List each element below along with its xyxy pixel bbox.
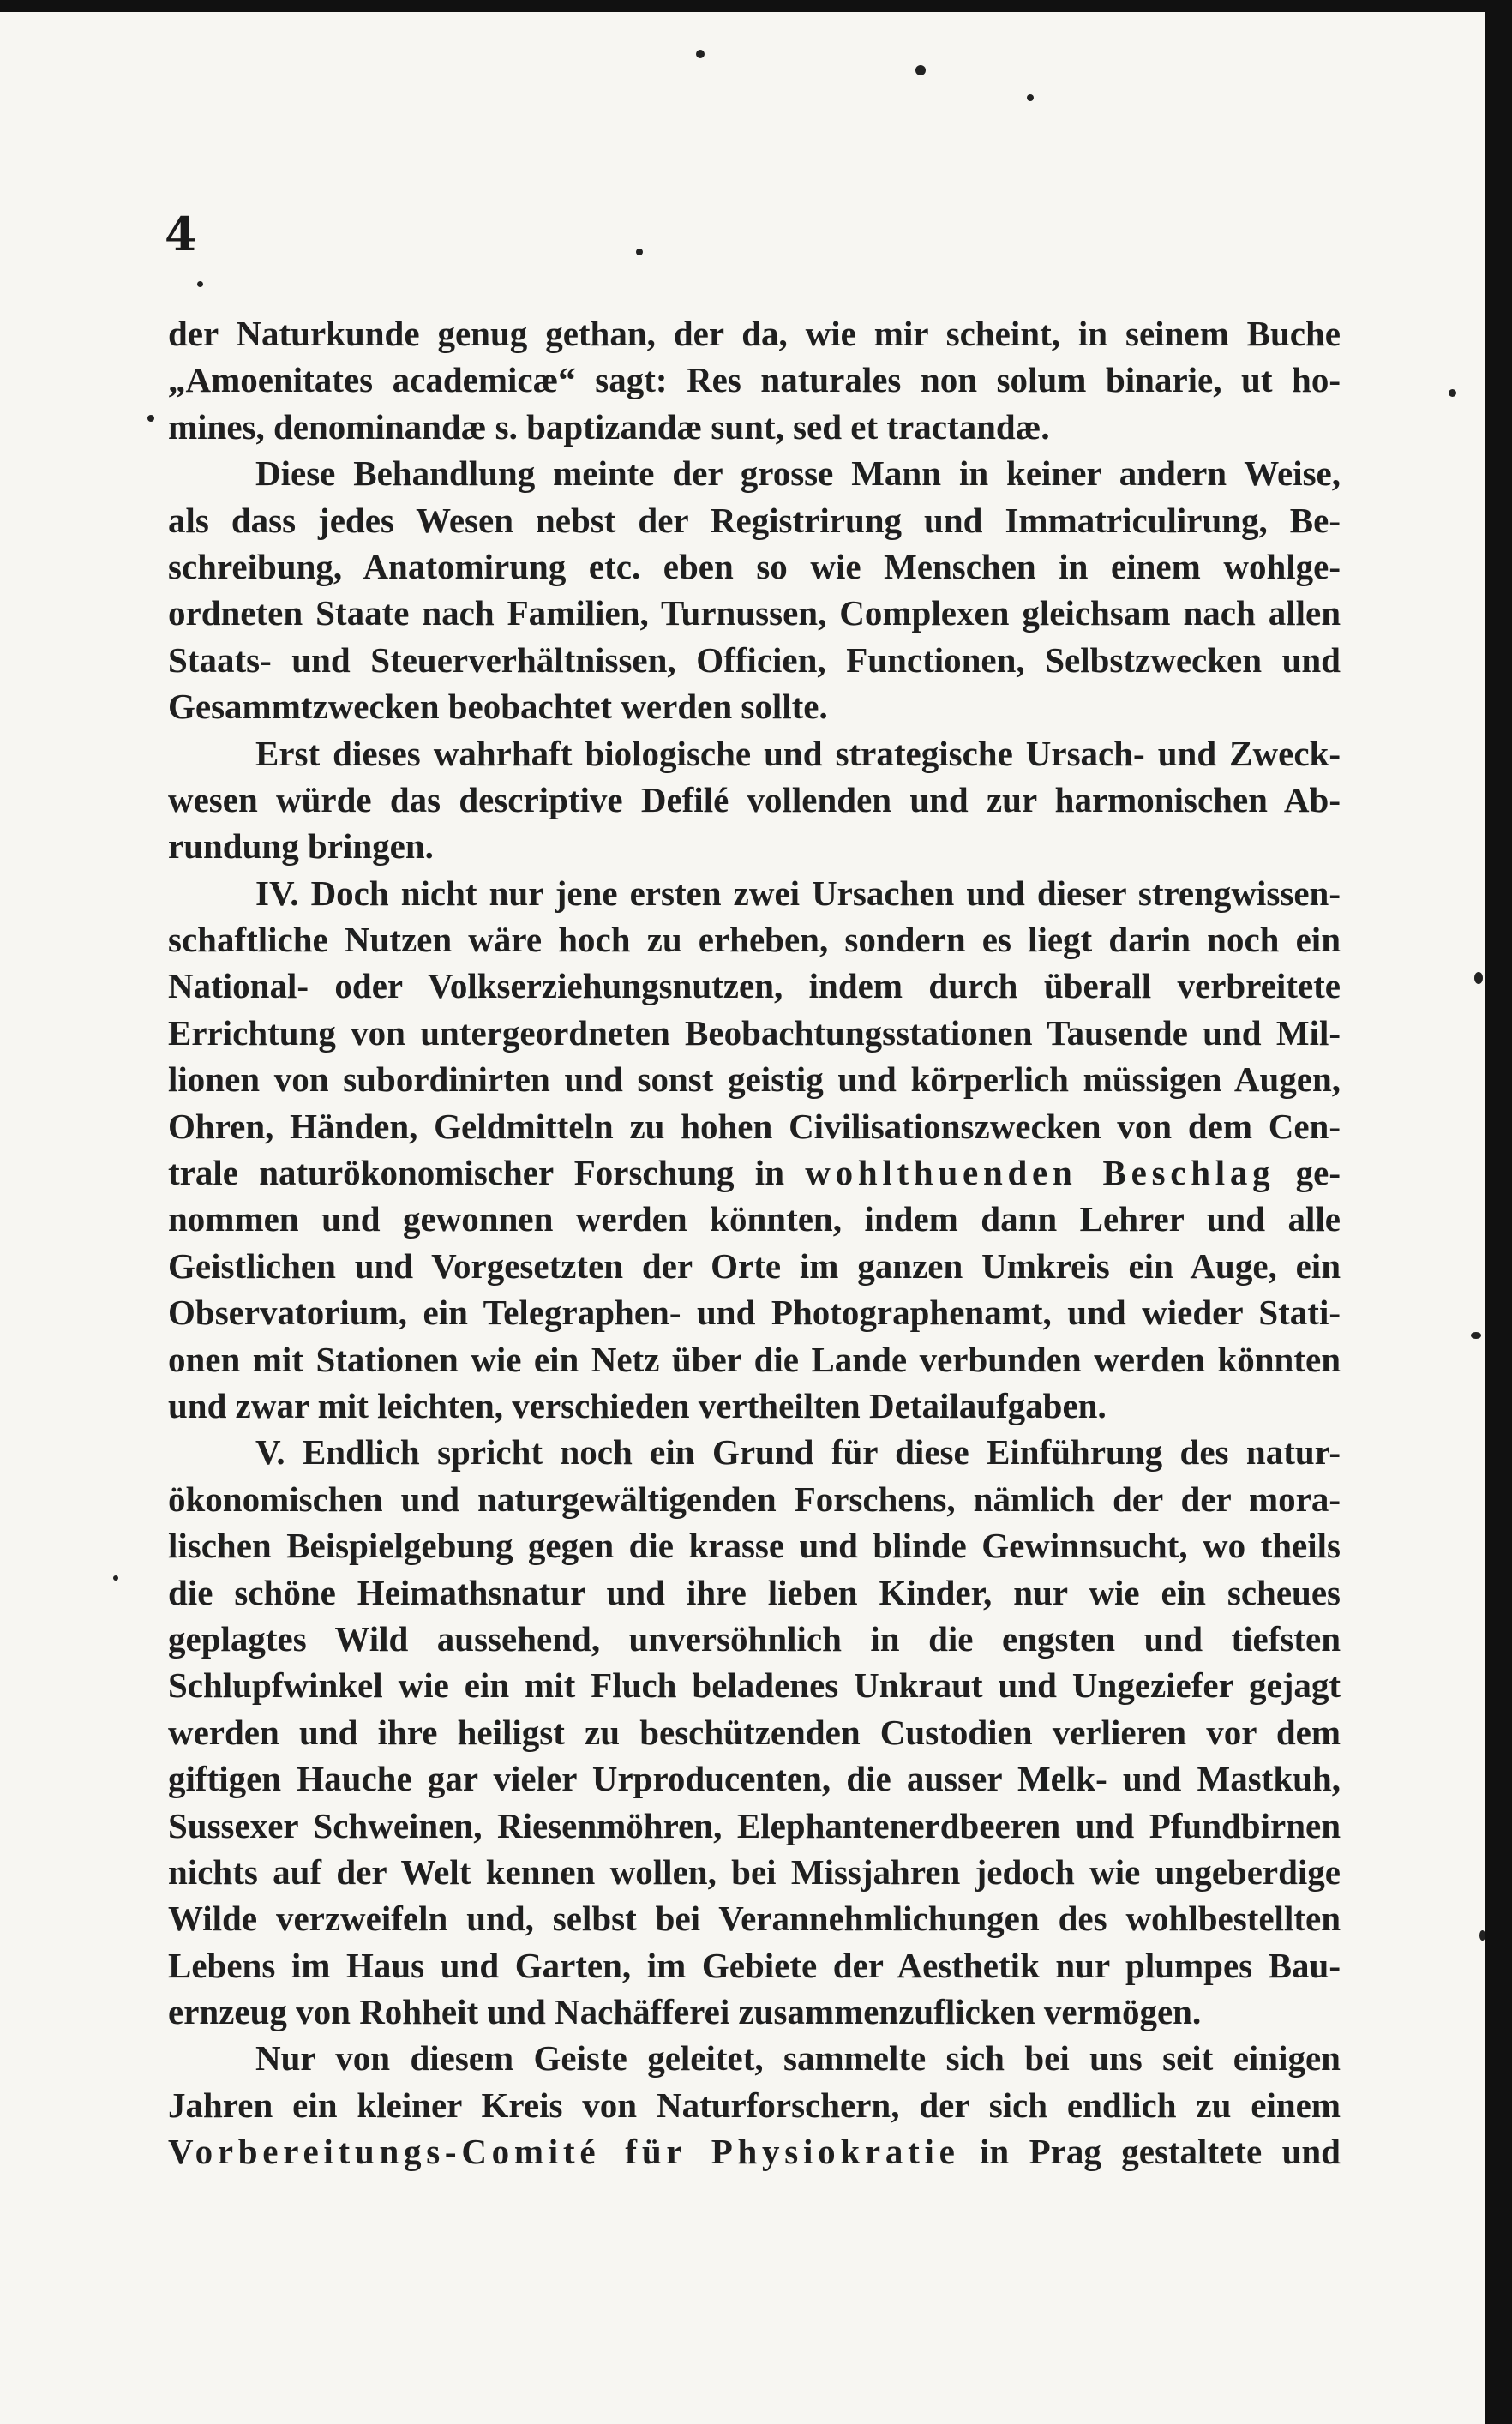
text-line [168, 1522, 1341, 1569]
line-text: Erst dieses wahrhaft biologische und strategische Ursach- und Zweck- [255, 733, 1341, 773]
text-line [168, 357, 1341, 403]
text-line [168, 1429, 1341, 1475]
line-text: schaftliche Nutzen wäre hoch zu erheben, sondern es liegt darin noch ein [168, 920, 1341, 960]
line-text: Observatorium, ein Telegraphen- und Photographenamt, und wieder Stati- [168, 1293, 1341, 1333]
text-line [168, 2128, 1341, 2175]
line-text: wesen würde das descriptive Defilé vollenden und zur harmonischen Ab- [168, 779, 1341, 819]
text-line [168, 450, 1341, 496]
line-text: Diese Behandlung meinte der grosse Mann in keiner andern Weise, [255, 453, 1341, 494]
text-line [168, 2035, 1341, 2081]
scan-speck [147, 415, 154, 422]
text-line [168, 637, 1341, 683]
scan-speck [1471, 1332, 1481, 1339]
line-text: mines, denominandæ s. baptizandæ sunt, sed et tractandæ. [168, 406, 1050, 447]
line-text: „Amoenitates academicæ“ sagt: Res naturales non solum binarie, ut ho- [168, 360, 1341, 400]
line-text: Ohren, Händen, Geldmitteln zu hohen Civilisationszwecken von dem Cen- [168, 1106, 1341, 1146]
scan-speck [197, 281, 203, 287]
line-text: onen mit Stationen wie ein Netz über die Lande verbunden werden könnten [168, 1339, 1341, 1379]
line-text: V. Endlich spricht noch ein Grund für diese Einführung des natur- [255, 1432, 1341, 1473]
text-line [168, 1662, 1341, 1708]
scan-speck [636, 249, 643, 255]
text-line [168, 310, 1341, 357]
text-line [168, 1569, 1341, 1616]
spaced-emphasis-text: wohlthuenden Beschlag [805, 1153, 1275, 1193]
text-line [168, 683, 1341, 729]
line-text: in Prag gestaltete und [959, 2132, 1341, 2172]
text-line [168, 1476, 1341, 1522]
line-text: ordneten Staate nach Familien, Turnussen, Complexen gleichsam nach allen [168, 593, 1341, 633]
line-text: der Naturkunde genug gethan, der da, wie mir scheint, in seinem Buche [168, 314, 1341, 353]
text-line [168, 1243, 1341, 1289]
text-line [168, 777, 1341, 823]
text-line [168, 1336, 1341, 1383]
line-text: werden und ihre heiligst zu beschützenden Custodien verlieren vor dem [168, 1712, 1341, 1752]
line-text: ökonomischen und naturgewältigenden Forschens, nämlich der der mora- [168, 1479, 1341, 1519]
line-text: ge- [1275, 1153, 1341, 1193]
line-text: lischen Beispielgebung gegen die krasse und blinde Gewinnsucht, wo theils [168, 1526, 1341, 1566]
line-text: IV. Doch nicht nur jene ersten zwei Ursachen und dieser strengwissen- [255, 873, 1341, 913]
text-line [168, 1056, 1341, 1102]
line-text: als dass jedes Wesen nebst der Registrirung und Immatriculirung, Be- [168, 500, 1341, 540]
scan-speck [696, 50, 705, 58]
text-line [168, 1289, 1341, 1335]
line-text: Schlupfwinkel wie ein mit Fluch beladenes Unkraut und Ungeziefer gejagt [168, 1665, 1341, 1706]
text-line [168, 916, 1341, 963]
text-line [168, 1989, 1341, 2035]
line-text: Errichtung von untergeordneten Beobachtungsstationen Tausende und Mil- [168, 1012, 1341, 1053]
text-line [168, 497, 1341, 543]
text-line [168, 963, 1341, 1009]
line-text: schreibung, Anatomirung etc. eben so wie Menschen in einem wohlge- [168, 546, 1341, 586]
text-line [168, 1803, 1341, 1849]
scan-speck [1479, 1930, 1485, 1941]
line-text: Lebens im Haus und Garten, im Gebiete der Aesthetik nur plumpes Bau- [168, 1945, 1341, 1985]
line-text: Jahren ein kleiner Kreis von Naturforschern, der sich endlich zu einem [168, 2085, 1341, 2125]
line-text: nommen und gewonnen werden könnten, indem dann Lehrer und alle [168, 1199, 1341, 1239]
text-line [168, 1942, 1341, 1989]
scan-speck [1027, 94, 1034, 101]
text-line [168, 1010, 1341, 1056]
text-line [168, 590, 1341, 636]
text-line [168, 1709, 1341, 1755]
text-line [168, 1103, 1341, 1149]
text-line [168, 730, 1341, 777]
line-text: nichts auf der Welt kennen wollen, bei Missjahren jedoch wie ungeberdige [168, 1851, 1341, 1892]
text-line [168, 1616, 1341, 1662]
line-text: rundung bringen. [168, 826, 434, 867]
line-text: Gesammtzwecken beobachtet werden sollte. [168, 687, 828, 727]
text-line [168, 2082, 1341, 2128]
text-line [168, 870, 1341, 916]
text-line [168, 1755, 1341, 1802]
scan-speck [113, 1575, 118, 1581]
text-line [168, 1849, 1341, 1895]
line-text: und zwar mit leichten, verschieden vertheilten Detailaufgaben. [168, 1385, 1107, 1425]
scan-speck [1449, 389, 1456, 397]
scan-speck [1474, 972, 1483, 984]
line-text: giftigen Hauche gar vieler Urproducenten, die ausser Melk- und Mastkuh, [168, 1759, 1341, 1799]
line-text: Geistlichen und Vorgesetzten der Orte im ganzen Umkreis ein Auge, ein [168, 1245, 1341, 1286]
text-line [168, 1196, 1341, 1242]
page-number: 4 [165, 207, 197, 261]
text-line [168, 1895, 1341, 1941]
line-text: Sussexer Schweinen, Riesenmöhren, Elephantenerdbeeren und Pfundbirnen [168, 1805, 1341, 1845]
spaced-emphasis-text: Vorbereitungs-Comité für Physiokratie [168, 2132, 960, 2172]
text-line [168, 1383, 1341, 1429]
line-text: National- oder Volkserziehungsnutzen, indem durch überall verbreitete [168, 966, 1341, 1006]
text-line [168, 823, 1341, 869]
line-text: ernzeug von Rohheit und Nachäfferei zusammenzuflicken vermögen. [168, 1992, 1202, 2032]
line-text: trale naturökonomischer Forschung in [168, 1153, 806, 1193]
line-text: Wilde verzweifeln und, selbst bei Verannehmlichungen des wohlbestellten [168, 1899, 1341, 1939]
body-text [168, 310, 1341, 2175]
line-text: geplagtes Wild aussehend, unversöhnlich in die engsten und tiefsten [168, 1618, 1341, 1659]
text-line [168, 404, 1341, 450]
scan-top-edge [0, 0, 1512, 12]
book-page [0, 12, 1485, 2424]
line-text: Nur von diesem Geiste geleitet, sammelte sich bei uns seit einigen [255, 2038, 1341, 2079]
scan-right-edge [1485, 0, 1512, 2424]
line-text: lionen von subordinirten und sonst geistig und körperlich müssigen Augen, [168, 1059, 1341, 1100]
scan-speck [915, 65, 926, 75]
text-line [168, 1149, 1341, 1196]
line-text: Staats- und Steuerverhältnissen, Officien, Functionen, Selbstzwecken und [168, 639, 1341, 680]
line-text: die schöne Heimathsnatur und ihre lieben Kinder, nur wie ein scheues [168, 1572, 1341, 1612]
text-line [168, 543, 1341, 590]
